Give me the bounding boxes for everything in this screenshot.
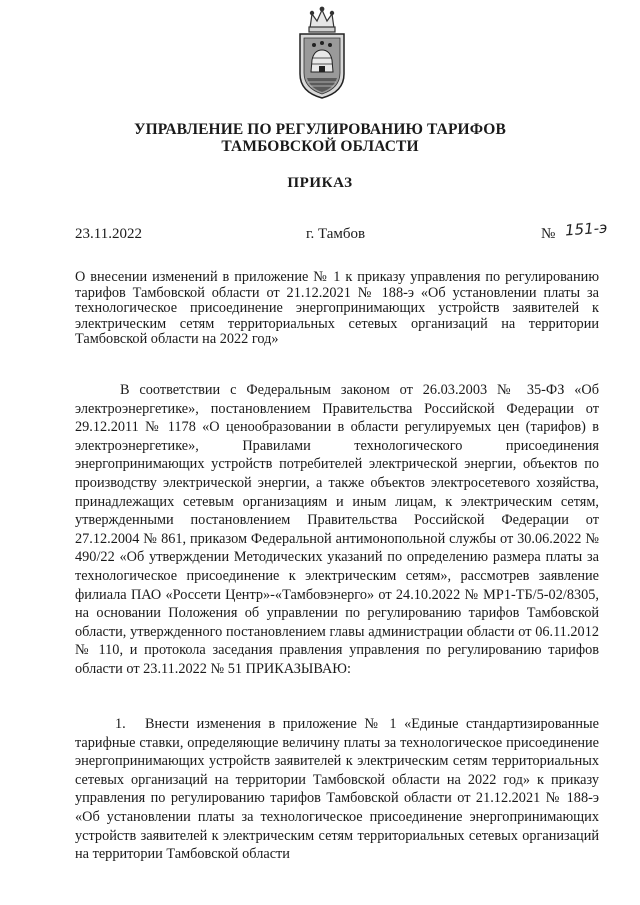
list-item-number: 1.: [115, 716, 126, 732]
document-city: г. Тамбов: [306, 226, 366, 242]
organization-name-line1: УПРАВЛЕНИЕ ПО РЕГУЛИРОВАНИЮ ТАРИФОВ: [134, 121, 506, 138]
document-date: 23.11.2022: [75, 226, 142, 242]
preamble-paragraph: В соответствии с Федеральным законом от 26.03.2003 № 35-ФЗ «Об электроэнергетике», постановлением Правительства Российской Федерации от 29.12.2011 № 1178 «О ценообразовании в области регулируемых цен (тарифов) в электроэнергетике», Правилами технологического присоединения энергопринимающих устройств потребителей электрической энергии, объектов по производству электрической энергии, а также объектов электросетевого хозяйства, принадлежащих сетевым организациям и иным лицам, к электрическим сетям, утвержденными постановлением Правительства Российской Федерации от 27.12.2004 № 861, приказом Федеральной антимонопольной службы от 30.06.2022 № 490/22 «Об утверждении Методических указаний по определению размера платы за технологическое присоединение к электрическим сетям», рассмотрев заявление филиала ПАО «Россети Центр»-«Тамбовэнерго» от 24.10.2022 № МР1-ТБ/5-02/8305, на основании Положения об управлении по регулированию тарифов Тамбовской области, утвержденного постановлением главы администрации области от 06.11.2012 № 110, и протокола заседания правления управления по регулированию тарифов области от 23.11.2022 № 51 ПРИКАЗЫВАЮ:: [75, 382, 599, 677]
document-type-title: ПРИКАЗ: [287, 175, 353, 191]
list-item-text: Внести изменения в приложение № 1 «Единые стандартизированные тарифные ставки, определяющие величину платы за технологическое присоединение энергопринимающих устройств заявителей к электрическим сетям территориальных сетевых организаций на территории Тамбовской области на 2022 год» к приказу управления по регулированию тарифов Тамбовской области от 21.12.2021 № 188-э «Об установлении платы за технологическое присоединение энергопринимающих устройств заявителей к электрическим сетям территориальных сетевых организаций на территории Тамбовской области: [75, 716, 599, 863]
organization-name-line2: ТАМБОВСКОЙ ОБЛАСТИ: [221, 138, 419, 155]
list-item: [75, 715, 599, 864]
document-number-handwritten: 151-э: [564, 218, 608, 240]
document-number-label: №: [541, 226, 556, 242]
coat-of-arms-icon: [296, 6, 348, 100]
document-subject: О внесении изменений в приложение № 1 к приказу управления по регулированию тарифов Тамбовской области от 21.12.2021 № 188-э «Об установлении платы за технологическое присоединение энергопринимающих устройств заявителей к электрическим сетям территориальных сетевых организаций на территории Тамбовской области на 2022 год»: [75, 269, 599, 348]
